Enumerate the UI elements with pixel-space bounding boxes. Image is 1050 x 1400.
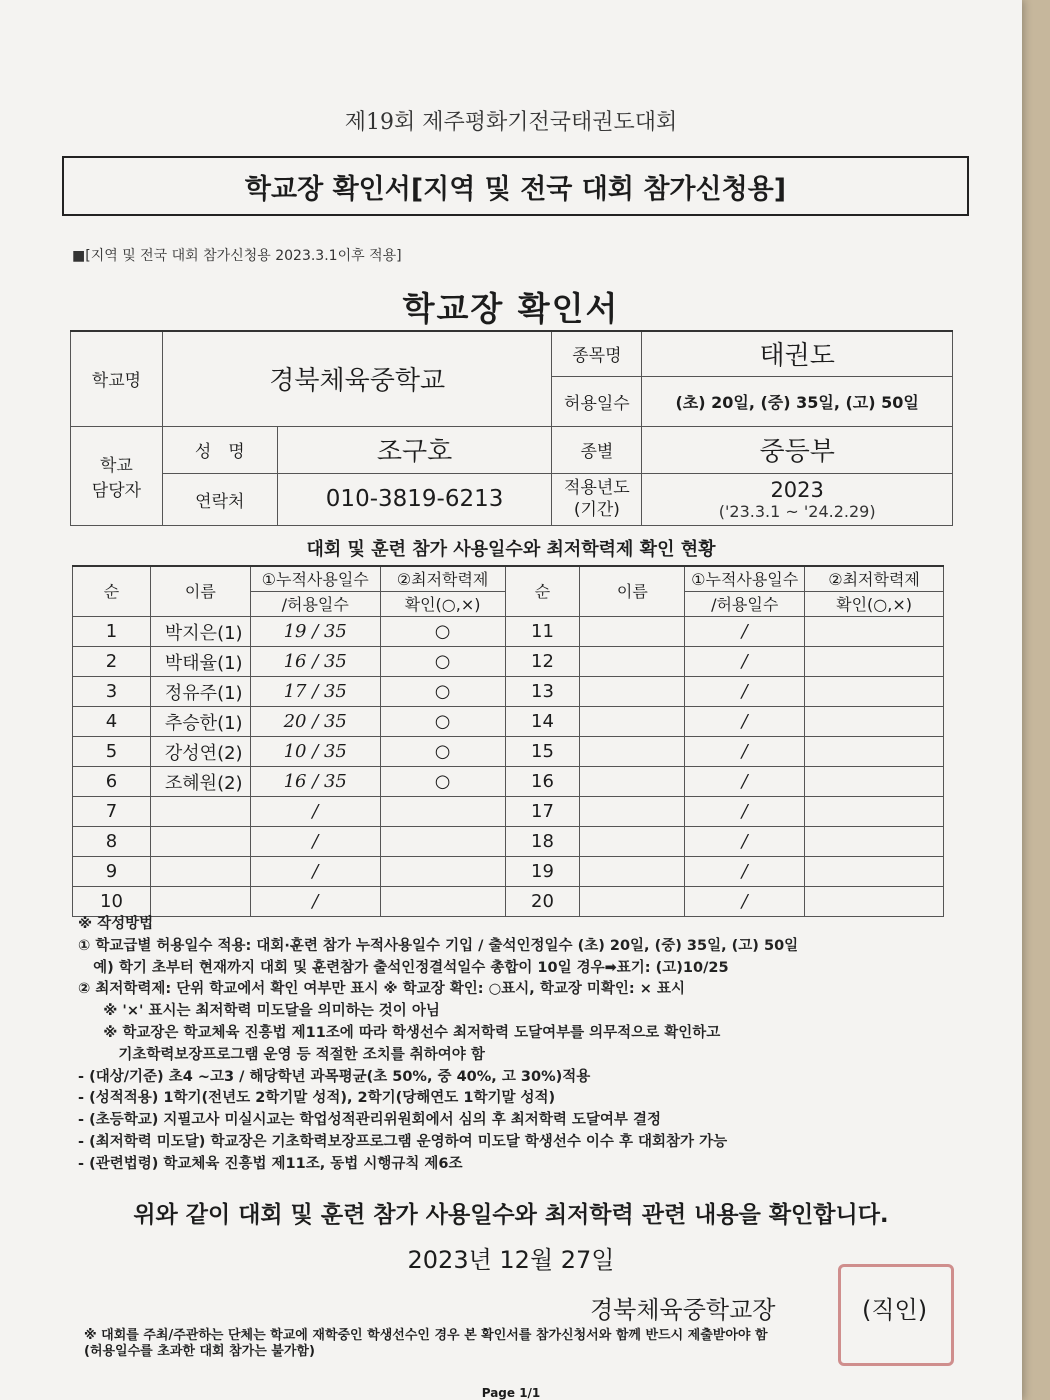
row-name-2 (580, 887, 685, 917)
row-days: 10 / 35 (250, 737, 380, 767)
form-title: 학교장 확인서 (402, 289, 620, 328)
row-no: 10 (73, 887, 151, 917)
table-row (73, 737, 944, 767)
header-check: ②최저학력제 (380, 566, 505, 592)
staff-label: 학교 담당자 (71, 426, 163, 525)
instruction-line: 기초학력보장프로그램 운영 등 적절한 조치를 취하여야 함 (78, 1046, 485, 1063)
contact-value: 010-3819-6213 (277, 473, 552, 525)
row-name-2 (580, 767, 685, 797)
row-no: 2 (73, 647, 151, 677)
row-no-2: 17 (505, 797, 580, 827)
row-no-2: 13 (505, 677, 580, 707)
table-row (73, 797, 944, 827)
sport-value: 태권도 (642, 331, 953, 376)
year-period: ('23.3.1 ~ '24.2.29) (718, 501, 876, 521)
row-name-2 (580, 617, 685, 647)
row-no-2: 16 (505, 767, 580, 797)
header-check-sub-2: 확인(○,×) (805, 592, 944, 617)
row-days: / (250, 797, 380, 827)
row-check-2 (805, 737, 944, 767)
row-days-2: / (685, 617, 805, 647)
header-check-sub: 확인(○,×) (380, 592, 505, 617)
row-days-2: / (685, 827, 805, 857)
row-days: 16 / 35 (250, 767, 380, 797)
name-label: 성 명 (162, 426, 277, 473)
row-check-2 (805, 857, 944, 887)
row-name (150, 887, 250, 917)
days-value: (초) 20일, (중) 35일, (고) 50일 (642, 376, 953, 426)
header-days: ①누적사용일수 (250, 566, 380, 592)
header-name: 이름 (150, 566, 250, 617)
row-check-2 (805, 647, 944, 677)
row-check (380, 857, 505, 887)
header-days-sub-2: /허용일수 (685, 592, 805, 617)
row-check (380, 887, 505, 917)
table-row (73, 827, 944, 857)
row-name: 박지은(1) (150, 617, 250, 647)
event-title: 제19회 제주평화기전국태권도대회 (344, 110, 678, 135)
school-label: 학교명 (71, 331, 163, 426)
row-name-2 (580, 647, 685, 677)
page-number: Page 1/1 (481, 1386, 541, 1400)
table-row (73, 857, 944, 887)
row-days: 16 / 35 (250, 647, 380, 677)
row-days-2: / (685, 767, 805, 797)
row-check: ○ (380, 677, 505, 707)
row-name-2 (580, 857, 685, 887)
row-no: 5 (73, 737, 151, 767)
row-name (150, 827, 250, 857)
row-days-2: / (685, 707, 805, 737)
instruction-line: - (관련법령) 학교체육 진흥법 제11조, 동법 시행규칙 제6조 (78, 1155, 463, 1172)
row-name-2 (580, 707, 685, 737)
row-name-2 (580, 677, 685, 707)
school-value: 경북체육중학교 (162, 331, 552, 426)
seal-label: (직인) (862, 1296, 928, 1324)
row-no: 9 (73, 857, 151, 887)
sport-label: 종목명 (552, 331, 642, 376)
row-name (150, 797, 250, 827)
row-check: ○ (380, 737, 505, 767)
row-name-2 (580, 797, 685, 827)
row-check-2 (805, 887, 944, 917)
row-name: 조혜원(2) (150, 767, 250, 797)
record-table (72, 565, 944, 917)
row-no-2: 15 (505, 737, 580, 767)
row-check-2 (805, 677, 944, 707)
category-value: 중등부 (642, 426, 953, 473)
row-days-2: / (685, 737, 805, 767)
row-days: / (250, 857, 380, 887)
row-check-2 (805, 797, 944, 827)
instruction-line: ② 최저학력제: 단위 학교에서 확인 여부만 표시 ※ 학교장 확인: ○표시, 학교장 미확인: × 표시 (78, 981, 685, 998)
header-no: 순 (73, 566, 151, 617)
category-label: 종별 (552, 426, 642, 473)
info-table (70, 330, 953, 526)
row-check (380, 797, 505, 827)
header-days-2: ①누적사용일수 (685, 566, 805, 592)
row-no: 1 (73, 617, 151, 647)
instruction-line: ① 학교급별 허용일수 적용: 대회·훈련 참가 누적사용일수 기입 / 출석인정일수 (초) 20일, (중) 35일, (고) 50일 (78, 937, 799, 954)
footnote-line-2: (허용일수를 초과한 대회 참가는 불가함) (84, 1344, 315, 1359)
row-check-2 (805, 617, 944, 647)
row-no-2: 19 (505, 857, 580, 887)
row-no-2: 20 (505, 887, 580, 917)
row-name-2 (580, 827, 685, 857)
row-no-2: 12 (505, 647, 580, 677)
row-check (380, 827, 505, 857)
instruction-line: - (성적적용) 1학기(전년도 2학기말 성적), 2학기(당해연도 1학기말 성적) (78, 1090, 556, 1107)
instruction-line: ※ '×' 표시는 최저학력 미도달을 의미하는 것이 아님 (78, 1003, 440, 1020)
header-check-2: ②최저학력제 (805, 566, 944, 592)
row-no: 6 (73, 767, 151, 797)
row-name (150, 857, 250, 887)
instruction-line: - (초등학교) 지필고사 미실시교는 학업성적관리위원회에서 심의 후 최저학력 도달여부 결정 (78, 1112, 661, 1129)
row-name: 강성연(2) (150, 737, 250, 767)
instruction-line: ※ 작성방법 (78, 916, 154, 932)
row-no-2: 11 (505, 617, 580, 647)
days-label: 허용일수 (552, 376, 642, 426)
header-days-sub: /허용일수 (250, 592, 380, 617)
row-check: ○ (380, 767, 505, 797)
name-value: 조구호 (277, 426, 552, 473)
table-row (73, 677, 944, 707)
year-cell (642, 473, 953, 525)
footnote (84, 1328, 984, 1360)
row-days-2: / (685, 647, 805, 677)
row-days: / (250, 887, 380, 917)
header-name-2: 이름 (580, 566, 685, 617)
instruction-line: 예) 학기 초부터 현재까지 대회 및 훈련참가 출석인정결석일수 총합이 10일 경우➡표기: (고)10/25 (78, 959, 729, 976)
row-check-2 (805, 827, 944, 857)
row-days: 17 / 35 (250, 677, 380, 707)
background-edge (1022, 0, 1050, 1400)
banner-title: 학교장 확인서[지역 및 전국 대회 참가신청용] (62, 156, 969, 216)
footnote-line-1: ※ 대회를 주최/주관하는 단체는 학교에 재학중인 학생선수인 경우 본 확인서를 참가신청서와 함께 반드시 제출받아야 함 (84, 1328, 768, 1343)
row-check-2 (805, 767, 944, 797)
confirm-statement: 위와 같이 대회 및 훈련 참가 사용일수와 최저학력 관련 내용을 확인합니다. (133, 1202, 889, 1228)
row-check: ○ (380, 707, 505, 737)
top-note: ■[지역 및 전국 대회 참가신청용 2023.3.1이후 적용] (72, 248, 402, 264)
row-days: 19 / 35 (250, 617, 380, 647)
row-no: 8 (73, 827, 151, 857)
section-title: 대회 및 훈련 참가 사용일수와 최저학력제 확인 현황 (306, 539, 716, 560)
row-name: 박태율(1) (150, 647, 250, 677)
instruction-line: ※ 학교장은 학교체육 진흥법 제11조에 따라 학생선수 최저학력 도달여부를 의무적으로 확인하고 (78, 1024, 721, 1041)
contact-label: 연락처 (162, 473, 277, 525)
row-name: 정유주(1) (150, 677, 250, 707)
instruction-line: - (대상/기준) 초4 ~고3 / 해당학년 과목평균(초 50%, 중 40%, 고 30%)적용 (78, 1068, 591, 1085)
row-days: / (250, 827, 380, 857)
row-no: 7 (73, 797, 151, 827)
row-no-2: 14 (505, 707, 580, 737)
row-name-2 (580, 737, 685, 767)
principal-name: 경북체육중학교장 (590, 1296, 776, 1324)
row-name: 추승한(1) (150, 707, 250, 737)
row-no: 4 (73, 707, 151, 737)
table-row (73, 617, 944, 647)
row-no-2: 18 (505, 827, 580, 857)
instructions (78, 914, 978, 1176)
table-row (73, 887, 944, 917)
table-row (73, 707, 944, 737)
row-days-2: / (685, 887, 805, 917)
year-label: 적용년도 (기간) (552, 473, 642, 525)
row-days: 20 / 35 (250, 707, 380, 737)
row-check: ○ (380, 617, 505, 647)
row-check-2 (805, 707, 944, 737)
row-no: 3 (73, 677, 151, 707)
year-value: 2023 (770, 477, 824, 502)
table-row (73, 647, 944, 677)
row-check: ○ (380, 647, 505, 677)
row-days-2: / (685, 797, 805, 827)
row-days-2: / (685, 857, 805, 887)
row-days-2: / (685, 677, 805, 707)
issue-date: 2023년 12월 27일 (407, 1246, 615, 1274)
instruction-line: - (최저학력 미도달) 학교장은 기초학력보장프로그램 운영하여 미도달 학생선수 이수 후 대회참가 가능 (78, 1133, 728, 1150)
header-no-2: 순 (505, 566, 580, 617)
table-row (73, 767, 944, 797)
